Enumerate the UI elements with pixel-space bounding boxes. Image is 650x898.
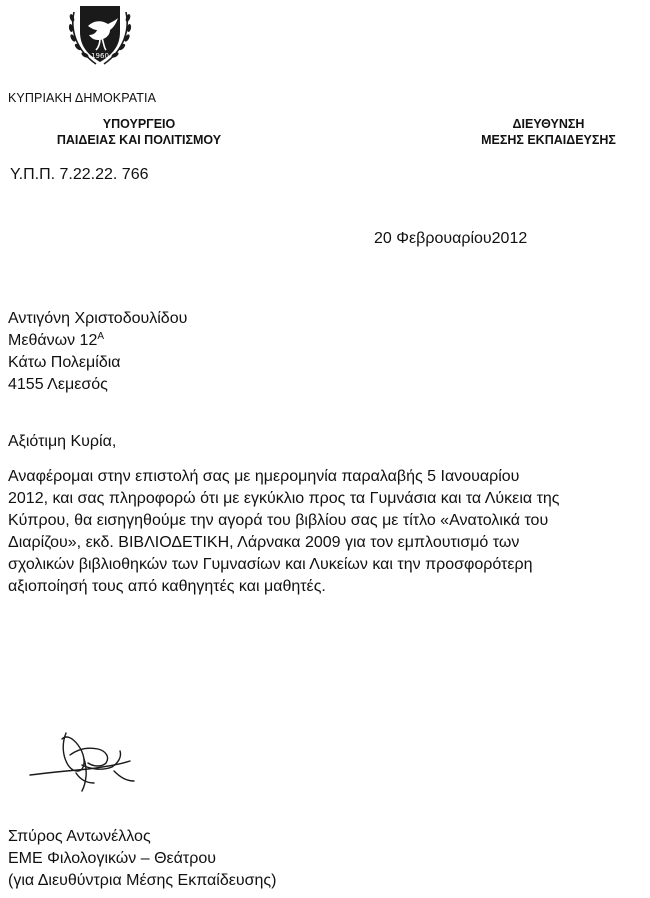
signatory-on-behalf: (για Διευθύντρια Μέσης Εκπαίδευσης) xyxy=(8,872,277,889)
recipient-street: Μεθάνων 12 xyxy=(8,332,98,349)
ministry-line-1: ΥΠΟΥΡΓΕΙΟ xyxy=(102,117,176,131)
directorate-line-1: ΔΙΕΥΘΥΝΣΗ xyxy=(512,117,585,131)
signatory-title: ΕΜΕ Φιλολογικών – Θεάτρου xyxy=(8,850,216,867)
reference-number: Υ.Π.Π. 7.22.22. 766 xyxy=(10,166,149,183)
salutation: Αξιότιμη Κυρία, xyxy=(8,433,117,450)
republic-name: ΚΥΠΡΙΑΚΗ ΔΗΜΟΚΡΑΤΙΑ xyxy=(8,91,157,105)
recipient-name: Αντιγόνη Χριστοδουλίδου xyxy=(8,310,188,327)
cyprus-coat-of-arms-icon xyxy=(66,2,134,68)
recipient-postal-city: 4155 Λεμεσός xyxy=(8,376,108,393)
recipient-street-superscript: A xyxy=(97,331,105,342)
handwritten-signature-icon xyxy=(26,725,156,795)
body-line: Διαρίζου», εκδ. ΒΙΒΛΙΟΔΕΤΙΚΗ, Λάρνακα 2009 για τον εμπλουτισμό των xyxy=(8,534,520,551)
ministry-line-2: ΠΑΙΔΕΙΑΣ ΚΑΙ ΠΟΛΙΤΙΣΜΟΥ xyxy=(56,133,222,147)
recipient-area: Κάτω Πολεμίδια xyxy=(8,354,121,371)
svg-text:1960: 1960 xyxy=(91,52,109,60)
signatory-block xyxy=(8,826,276,892)
ministry-name xyxy=(50,116,228,148)
body-line: 2012, και σας πληροφορώ ότι με εγκύκλιο προς τα Γυμνάσια και τα Λύκεια της xyxy=(8,490,560,507)
body-line: αξιοποίησή τους από καθηγητές και μαθητές. xyxy=(8,578,326,595)
body-line: Αναφέρομαι στην επιστολή σας με ημερομηνία παραλαβής 5 Ιανουαρίου xyxy=(8,468,520,485)
recipient-street-line xyxy=(8,330,187,352)
recipient-address xyxy=(8,308,187,396)
body-line: Κύπρου, θα εισηγηθούμε την αγορά του βιβλίου σας με τίτλο «Ανατολικά του xyxy=(8,512,549,529)
directorate-name xyxy=(446,116,650,148)
letter-date: 20 Φεβρουαρίου2012 xyxy=(374,230,528,247)
body-line: σχολικών βιβλιοθηκών των Γυμνασίων και Λυκείων και την προσφορότερη xyxy=(8,556,533,573)
signatory-name: Σπύρος Αντωνέλλος xyxy=(8,828,151,845)
directorate-line-2: ΜΕΣΗΣ ΕΚΠΑΙΔΕΥΣΗΣ xyxy=(481,133,616,147)
letter-body xyxy=(8,466,560,598)
